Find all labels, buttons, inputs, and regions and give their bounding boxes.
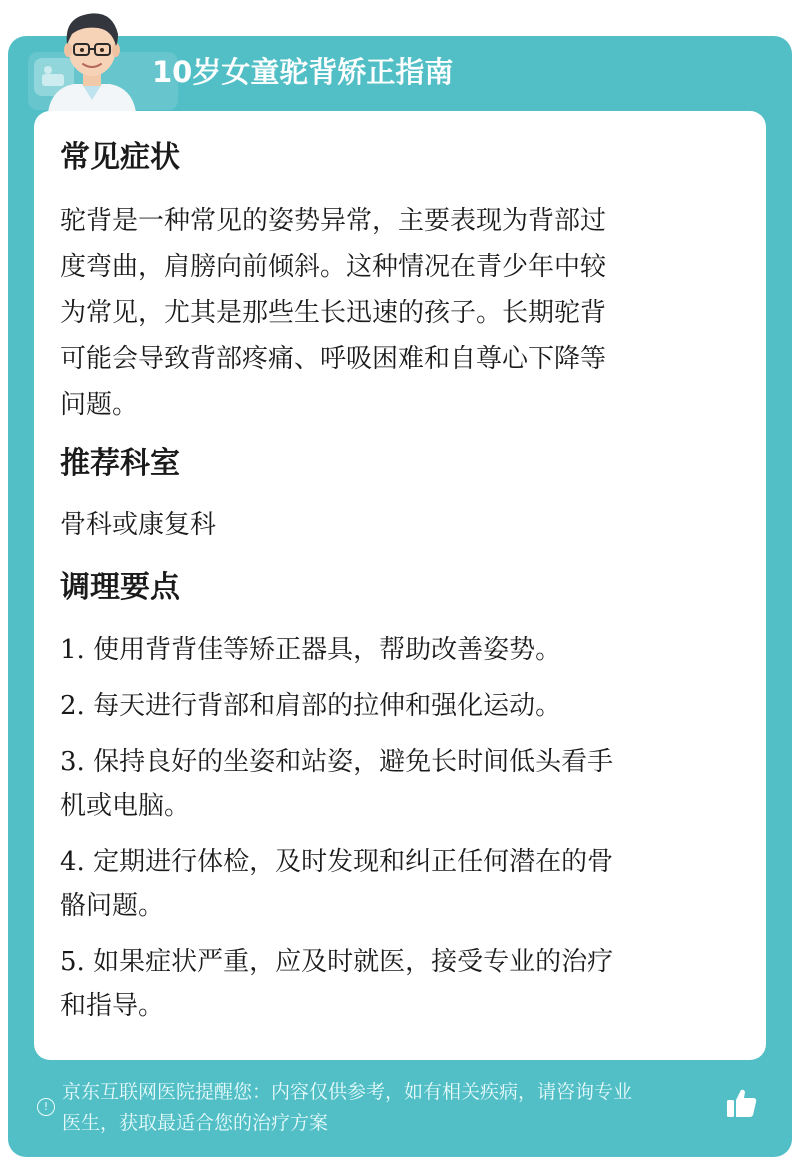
thumbs-up-icon[interactable] [725,1086,759,1120]
care-item [60,628,728,672]
care-item [60,684,728,728]
care-item-number: 4. [60,847,85,877]
care-item-text: 机或电脑。 [60,791,191,821]
doctor-avatar [42,4,142,112]
care-item [60,840,728,928]
care-item [60,940,728,1028]
symptoms-line: 可能会导致背部疼痛、呼吸困难和自尊心下降等 [60,344,607,374]
article-content [60,134,728,1040]
disclaimer-line: 京东互联网医院提醒您：内容仅供参考，如有相关疾病，请咨询专业 [62,1081,633,1103]
symptoms-line: 度弯曲，肩膀向前倾斜。这种情况在青少年中较 [60,252,607,282]
care-item-number: 5. [60,947,85,977]
department-text: 骨科或康复科 [60,510,217,540]
care-item-text: 使用背背佳等矫正器具，帮助改善姿势。 [93,635,562,665]
care-item-text: 定期进行体检，及时发现和纠正任何潜在的骨 [93,847,614,877]
care-item [60,740,728,828]
disclaimer-text [62,1077,728,1139]
care-item-number: 3. [60,747,85,777]
care-list [60,628,728,1028]
symptoms-line: 驼背是一种常见的姿势异常，主要表现为背部过 [60,206,607,236]
symptoms-text [60,198,728,428]
department-heading: 推荐科室 [60,446,180,481]
symptoms-heading: 常见症状 [60,140,180,175]
care-heading: 调理要点 [60,570,180,605]
care-item-text: 每天进行背部和肩部的拉伸和强化运动。 [93,691,562,721]
care-item-text: 保持良好的坐姿和站姿，避免长时间低头看手 [93,747,614,777]
page-title: 10岁女童驼背矫正指南 [152,55,454,89]
disclaimer-line: 医生，获取最适合您的治疗方案 [62,1112,329,1134]
symptoms-line: 为常见，尤其是那些生长迅速的孩子。长期驼背 [60,298,607,328]
care-item-text: 骼问题。 [60,891,165,921]
info-icon: ! [37,1098,55,1116]
care-item-number: 2. [60,691,85,721]
symptoms-line: 问题。 [60,390,139,420]
care-item-text: 如果症状严重，应及时就医，接受专业的治疗 [93,947,614,977]
care-item-number: 1. [60,635,85,665]
care-item-text: 和指导。 [60,991,165,1021]
